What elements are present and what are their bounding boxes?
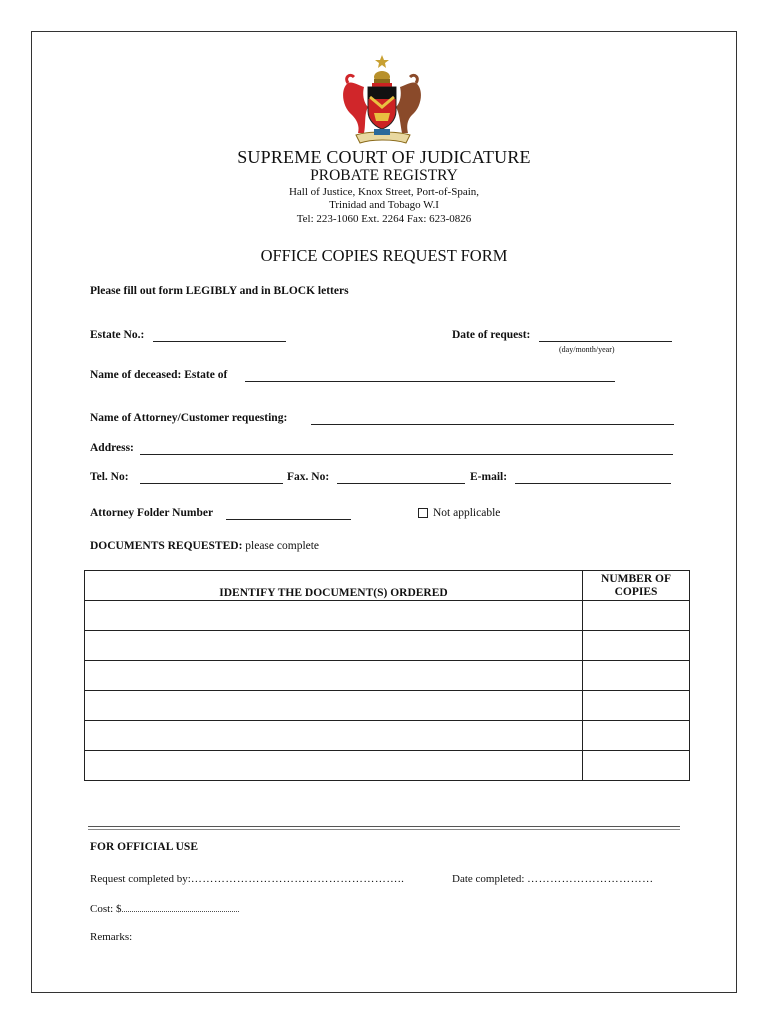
copies-cell[interactable] — [583, 721, 690, 751]
documents-heading-text: DOCUMENTS REQUESTED: — [90, 540, 243, 552]
column-header-copies-line2: COPIES — [614, 585, 658, 598]
folder-field[interactable] — [226, 519, 351, 520]
document-cell[interactable] — [85, 751, 583, 781]
attorney-field[interactable] — [311, 424, 674, 425]
estate-no-label: Estate No.: — [90, 329, 145, 341]
coat-of-arms-emblem — [334, 55, 434, 147]
address-line-2: Trinidad and Tobago W.I — [329, 199, 439, 211]
registry-name: PROBATE REGISTRY — [310, 167, 458, 184]
table-row — [85, 691, 690, 721]
table-row — [85, 751, 690, 781]
copies-cell[interactable] — [583, 601, 690, 631]
form-title: OFFICE COPIES REQUEST FORM — [260, 246, 508, 265]
date-completed-label: Date completed: — [452, 873, 525, 885]
tel-field[interactable] — [140, 483, 283, 484]
official-divider-top — [88, 826, 680, 827]
copies-cell[interactable] — [583, 751, 690, 781]
attorney-label: Name of Attorney/Customer requesting: — [90, 412, 288, 424]
table-row — [85, 631, 690, 661]
document-cell[interactable] — [85, 691, 583, 721]
fax-label: Fax. No: — [287, 471, 330, 483]
table-row — [85, 601, 690, 631]
not-applicable-checkbox[interactable] — [418, 508, 428, 518]
deceased-field[interactable] — [245, 381, 615, 382]
form-instruction: Please fill out form LEGIBLY and in BLOCK letters — [90, 285, 349, 297]
document-cell[interactable] — [85, 601, 583, 631]
address-line-1: Hall of Justice, Knox Street, Port-of-Spain, — [288, 186, 480, 198]
table-header-row — [85, 571, 690, 601]
folder-label: Attorney Folder Number — [90, 507, 214, 519]
not-applicable-label: Not applicable — [433, 507, 501, 519]
official-use-heading: FOR OFFICIAL USE — [90, 841, 198, 853]
date-format-note: (day/month/year) — [559, 345, 615, 354]
cost-row — [90, 903, 239, 915]
estate-no-field[interactable] — [153, 341, 286, 342]
remarks-label: Remarks: — [90, 931, 133, 943]
cost-label: Cost: $ — [90, 903, 122, 915]
official-divider-bottom — [88, 829, 680, 830]
cost-field[interactable]: ........................................................... — [121, 905, 240, 914]
column-header-document: IDENTIFY THE DOCUMENT(S) ORDERED — [85, 571, 583, 601]
copies-cell[interactable] — [583, 661, 690, 691]
tel-label: Tel. No: — [90, 471, 129, 483]
address-label: Address: — [90, 442, 134, 454]
documents-heading — [90, 540, 319, 552]
completed-by-row — [90, 873, 404, 885]
date-completed-field[interactable]: …………………………… — [527, 873, 654, 885]
court-name: SUPREME COURT OF JUDICATURE — [237, 147, 531, 167]
completed-by-field[interactable]: ……………………………………………….. — [190, 873, 405, 885]
completed-by-label: Request completed by: — [90, 873, 191, 885]
document-cell[interactable] — [85, 721, 583, 751]
email-field[interactable] — [515, 483, 671, 484]
fax-field[interactable] — [337, 483, 465, 484]
deceased-label: Name of deceased: Estate of — [90, 369, 228, 381]
email-label: E-mail: — [470, 471, 508, 483]
table-row — [85, 721, 690, 751]
date-request-label: Date of request: — [452, 329, 531, 341]
table-row — [85, 661, 690, 691]
document-cell[interactable] — [85, 661, 583, 691]
copies-cell[interactable] — [583, 691, 690, 721]
document-cell[interactable] — [85, 631, 583, 661]
documents-table — [84, 570, 690, 781]
column-header-copies-line1: NUMBER OF — [601, 572, 671, 585]
date-completed-row — [452, 873, 654, 885]
copies-cell[interactable] — [583, 631, 690, 661]
address-field[interactable] — [140, 454, 673, 455]
column-header-copies — [583, 571, 690, 601]
documents-note: please complete — [245, 540, 320, 552]
contact-line: Tel: 223-1060 Ext. 2264 Fax: 623-0826 — [296, 213, 472, 225]
date-request-field[interactable] — [539, 341, 672, 342]
